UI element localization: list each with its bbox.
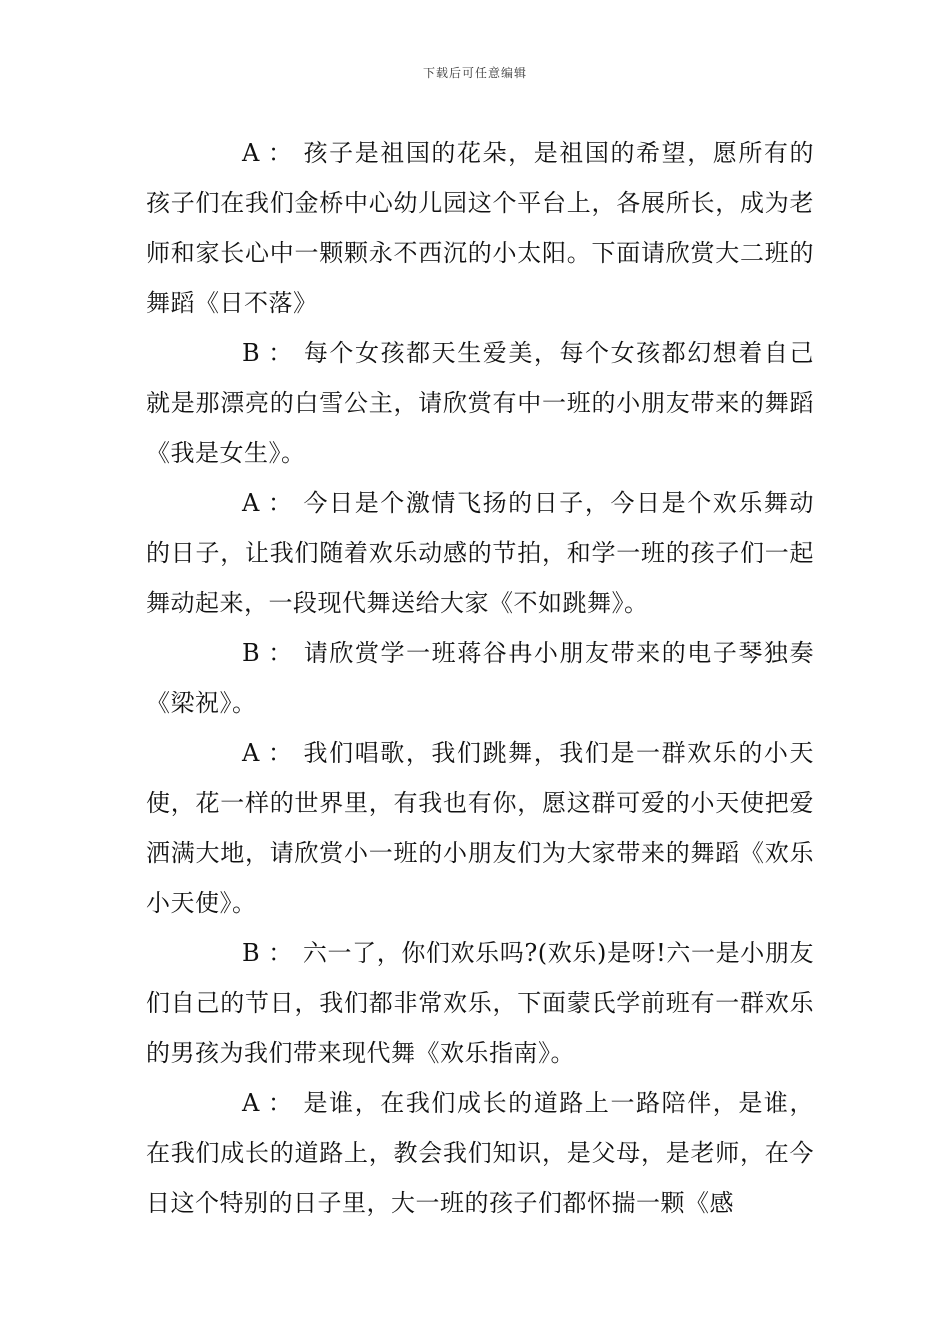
paragraph-text: 我们唱歌，我们跳舞，我们是一群欢乐的小天使，花一样的世界里，有我也有你，愿这群可爱的小天使把爱洒满大地，请欣赏小一班的小朋友们为大家带来的舞蹈《欢乐小天使》。 [146,739,814,917]
document-body [146,128,814,1228]
speaker-label: A ： [242,739,293,767]
header-note: 下载后可任意编辑 [422,66,527,80]
paragraph-7 [146,1078,814,1228]
speaker-label: A ： [242,1089,293,1117]
paragraph-6 [146,928,814,1078]
speaker-label: A ： [242,139,293,167]
speaker-label: B ： [242,339,293,367]
paragraph-4 [146,628,814,728]
speaker-label: A ： [242,489,293,517]
paragraph-2 [146,328,814,478]
paragraph-3 [146,478,814,628]
paragraph-5 [146,728,814,928]
paragraph-text: 孩子是祖国的花朵，是祖国的希望，愿所有的孩子们在我们金桥中心幼儿园这个平台上，各展所长，成为老师和家长心中一颗颗永不西沉的小太阳。下面请欣赏大二班的舞蹈《日不落》 [146,139,814,317]
paragraph-text: 每个女孩都天生爱美，每个女孩都幻想着自己就是那漂亮的白雪公主，请欣赏有中一班的小朋友带来的舞蹈《我是女生》。 [146,339,814,467]
speaker-label: B ： [242,939,293,967]
paragraph-text: 请欣赏学一班蒋谷冉小朋友带来的电子琴独奏《梁祝》。 [146,639,814,717]
paragraph-1 [146,128,814,328]
paragraph-text: 是谁，在我们成长的道路上一路陪伴，是谁，在我们成长的道路上，教会我们知识，是父母，是老师，在今日这个特别的日子里，大一班的孩子们都怀揣一颗《感 [146,1089,814,1217]
paragraph-text: 今日是个激情飞扬的日子，今日是个欢乐舞动的日子，让我们随着欢乐动感的节拍，和学一班的孩子们一起舞动起来，一段现代舞送给大家《不如跳舞》。 [146,489,814,617]
paragraph-text: 六一了，你们欢乐吗?(欢乐)是呀!六一是小朋友们自己的节日，我们都非常欢乐，下面蒙氏学前班有一群欢乐的男孩为我们带来现代舞《欢乐指南》。 [146,939,814,1067]
speaker-label: B ： [242,639,293,667]
